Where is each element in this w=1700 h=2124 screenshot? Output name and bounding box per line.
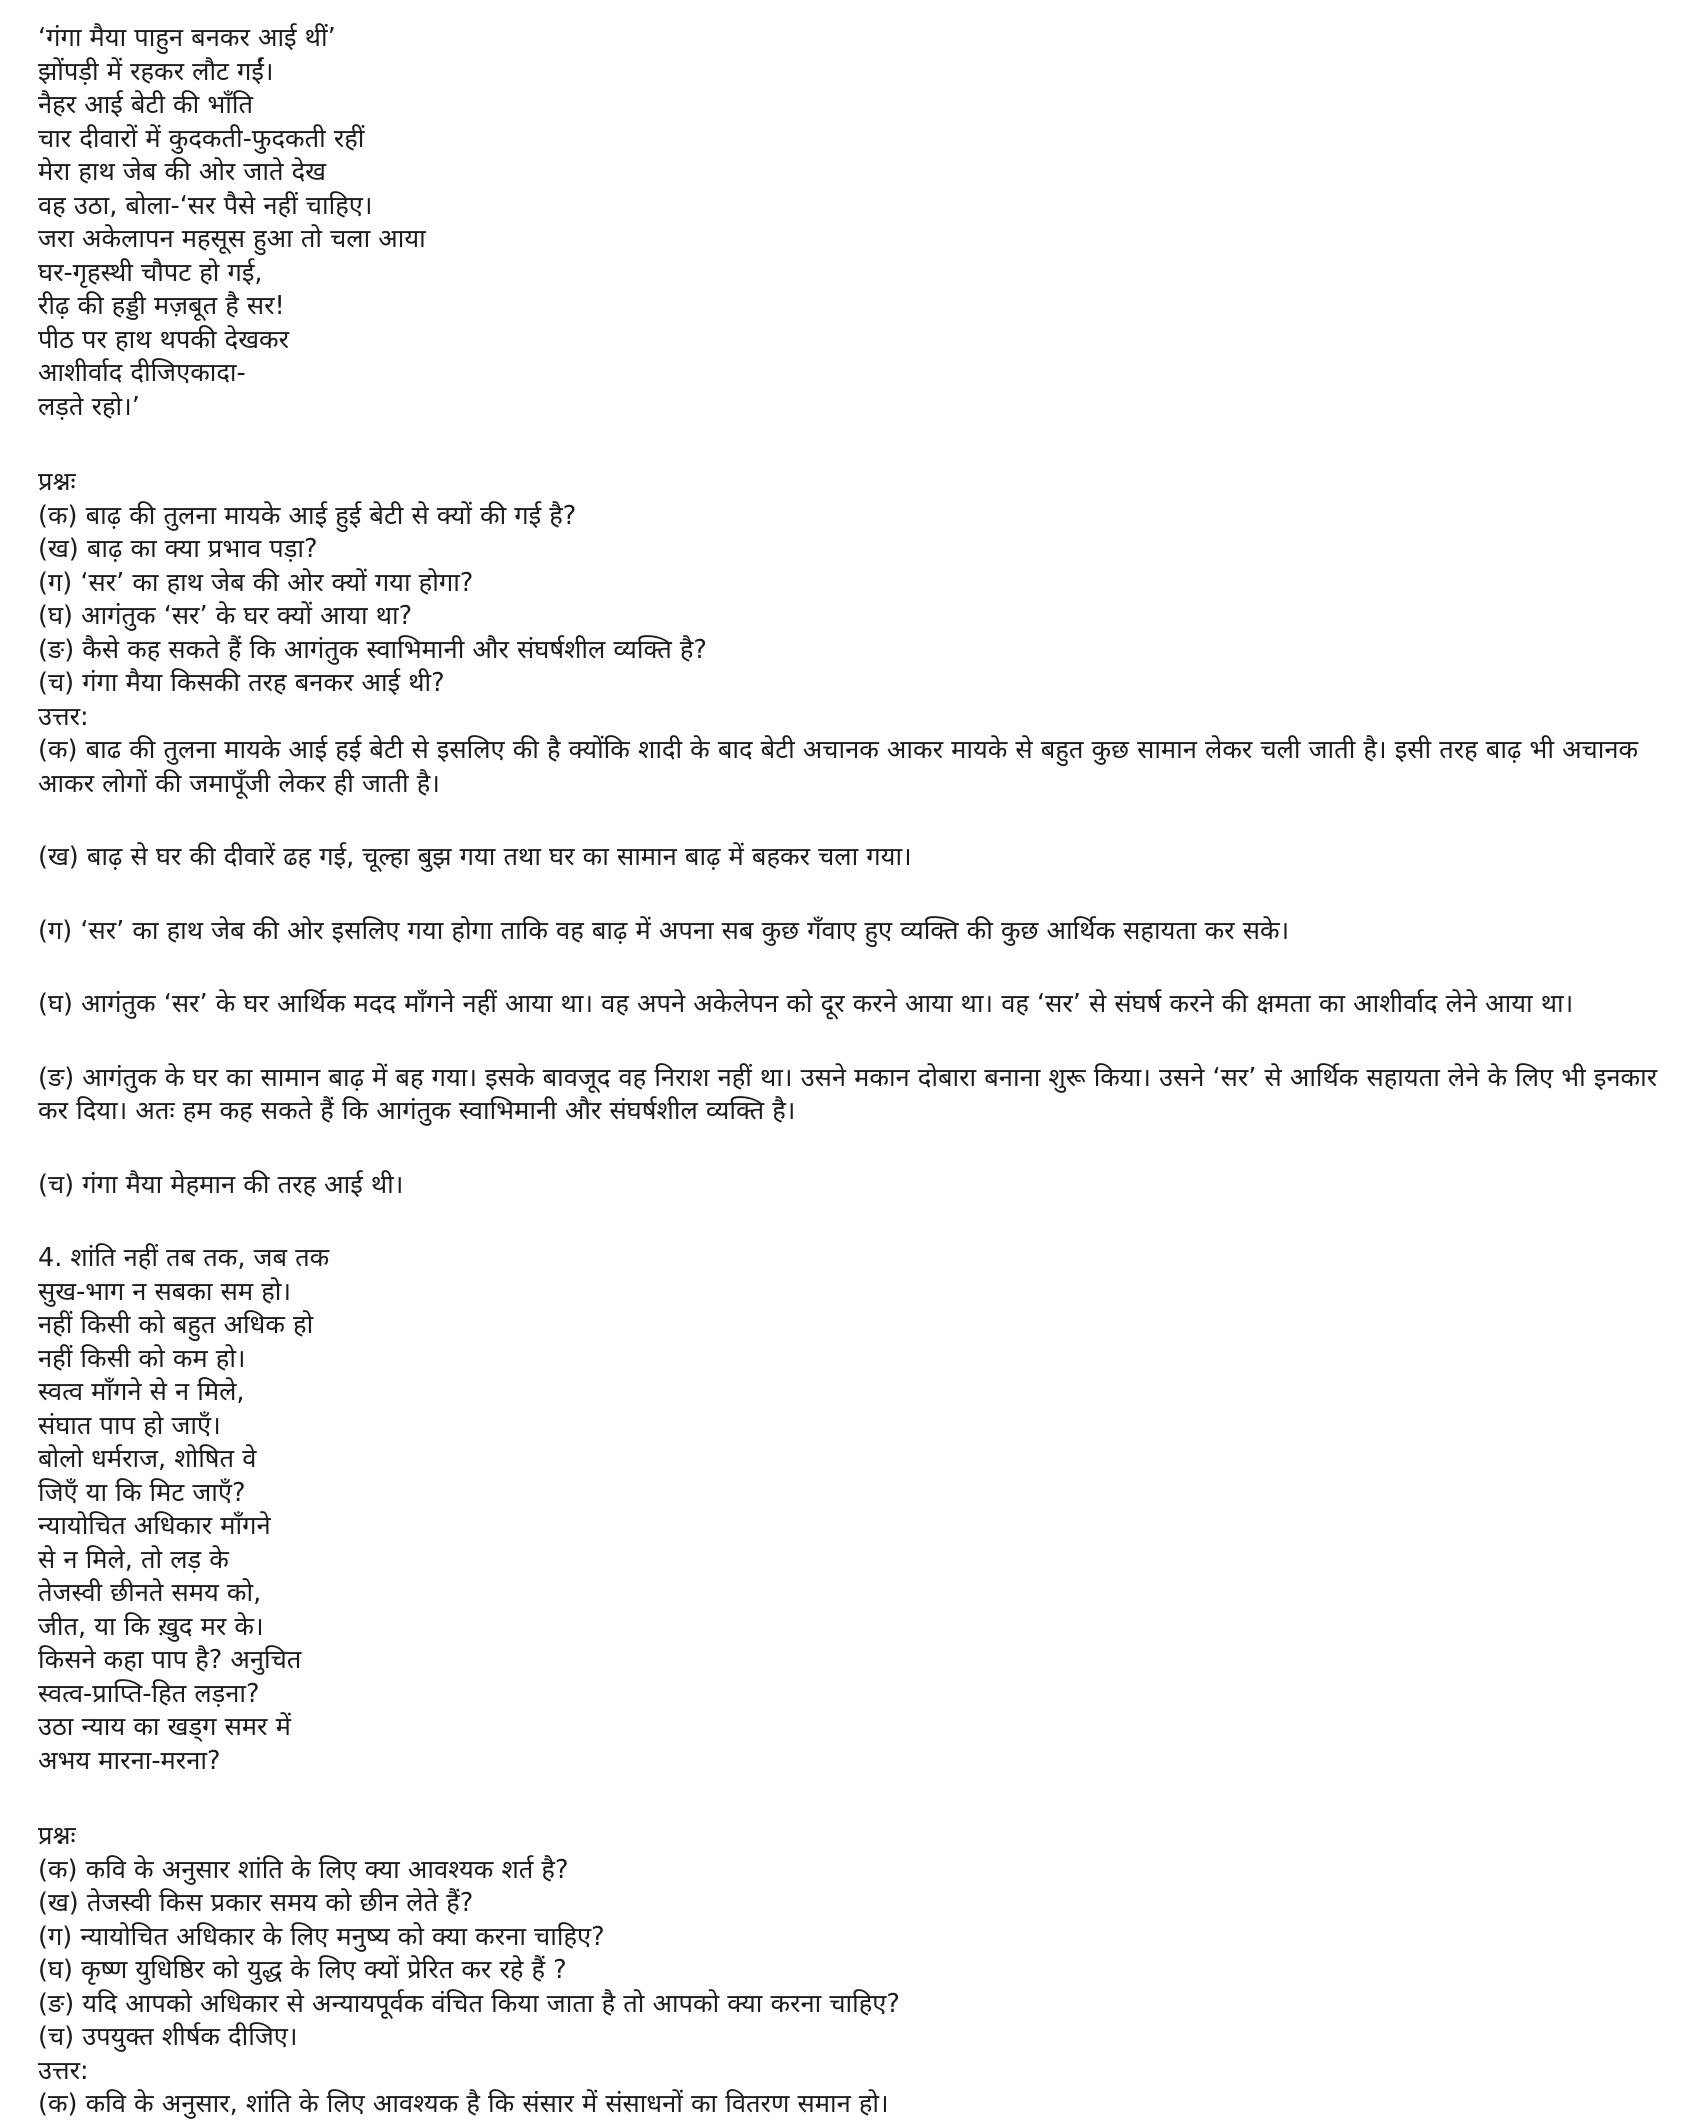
poem-line: जरा अकेलापन महसूस हुआ तो चला आया xyxy=(38,224,426,254)
question-item: (ख) तेजस्वी किस प्रकार समय को छीन लेते हैं? xyxy=(38,1888,474,1918)
answers-heading: उत्तर: xyxy=(38,701,89,732)
spacer xyxy=(38,1022,1668,1062)
spacer xyxy=(38,875,1668,915)
answer-item: (क) कवि के अनुसार, शांति के लिए आवश्यक है कि संसार में संसाधनों का वितरण समान हो। xyxy=(38,2089,889,2119)
question-item: (ङ) कैसे कह सकते हैं कि आगंतुक स्वाभिमानी और संघर्षशील व्यक्ति है? xyxy=(38,634,707,665)
question-item: (क) बाढ़ की तुलना मायके आई हुई बेटी से क्यों की गई है? xyxy=(38,500,577,531)
spacer xyxy=(38,948,1668,988)
question-item: (ग) न्यायोचित अधिकार के लिए मनुष्य को क्या करना चाहिए? xyxy=(38,1921,605,1952)
poem-line: किसने कहा पाप है? अनुचित xyxy=(38,1645,302,1675)
poem-line: न्यायोचित अधिकार माँगने xyxy=(38,1511,271,1541)
answer-item: (च) गंगा मैया मेहमान की तरह आई थी। xyxy=(38,1169,404,1200)
questions-section-1 xyxy=(38,466,1668,701)
poem-line: पीठ पर हाथ थपकी देखकर xyxy=(38,324,290,355)
answers-heading: उत्तर: xyxy=(38,2055,89,2086)
poem-line: स्वत्व माँगने से न मिले, xyxy=(38,1377,245,1407)
poem-line: स्वत्व-प्राप्ति-हित लड़ना? xyxy=(38,1678,260,1709)
question-item: (घ) आगंतुक ‘सर’ के घर क्यों आया था? xyxy=(38,601,413,631)
answers-section-1 xyxy=(38,701,1668,1203)
answer-item: (ख) बाढ़ से घर की दीवारें ढह गई, चूल्हा बुझ गया तथा घर का सामान बाढ़ में बहकर चला गया। xyxy=(38,842,912,872)
question-item: (ख) बाढ़ का क्या प्रभाव पड़ा? xyxy=(38,534,318,564)
poem-line: नैहर आई बेटी की भाँति xyxy=(38,90,254,120)
answer-item: (क) बाढ की तुलना मायके आई हई बेटी से इसलिए की है क्योंकि शादी के बाद बेटी अचानक आकर मायके से बहुत कुछ सामान लेकर चली जाती है। इसी तरह बाढ़ भी अचानक आकर लोगों की जमापूँजी लेकर ही जाती है। xyxy=(38,735,1639,799)
poem-line: नहीं किसी को बहुत अधिक हो xyxy=(38,1310,314,1340)
poem-line: घर-गृहस्थी चौपट हो गई, xyxy=(38,257,263,288)
question-item: (ङ) यदि आपको अधिकार से अन्यायपूर्वक वंचित किया जाता है तो आपको क्या करना चाहिए? xyxy=(38,1988,900,2019)
poem-line: उठा न्याय का खड्ग समर में xyxy=(38,1712,291,1742)
question-item: (च) गंगा मैया किसकी तरह बनकर आई थी? xyxy=(38,668,445,698)
document-page xyxy=(38,22,1668,2122)
questions-heading: प्रश्नः xyxy=(38,467,76,497)
answer-item: (ग) ‘सर’ का हाथ जेब की ओर इसलिए गया होगा ताकि वह बाढ़ में अपना सब कुछ गँवाए हुए व्यक्ति की कुछ आर्थिक सहायता कर सके। xyxy=(38,915,1290,946)
question-item: (ग) ‘सर’ का हाथ जेब की ओर क्यों गया होगा? xyxy=(38,567,474,598)
poem-line: लड़ते रहो।’ xyxy=(38,391,140,422)
question-item: (घ) कृष्ण युधिष्ठिर को युद्ध के लिए क्यों प्रेरित कर रहे हैं ? xyxy=(38,1955,567,1985)
poem-excerpt-2 xyxy=(38,1242,1668,1778)
poem-line: रीढ़ की हड्डी मज़बूत है सर! xyxy=(38,291,285,321)
poem-line: आशीर्वाद दीजिएकादा- xyxy=(38,358,246,388)
answer-item: (ङ) आगंतुक के घर का सामान बाढ़ में बह गया। इसके बावजूद वह निराश नहीं था। उसने मकान दोबारा बनाना शुरू किया। उसने ‘सर’ से आर्थिक सहायता लेने के लिए भी इनकार कर दिया। अतः हम कह सकते हैं कि आगंतुक स्वाभिमानी और संघर्षशील व्यक्ति है। xyxy=(38,1062,1658,1126)
spacer xyxy=(38,1129,1668,1169)
poem-line: 4. शांति नहीं तब तक, जब तक xyxy=(38,1243,330,1273)
answer-item: (घ) आगंतुक ‘सर’ के घर आर्थिक मदद माँगने नहीं आया था। वह अपने अकेलेपन को दूर करने आया था। वह ‘सर’ से संघर्ष करने की क्षमता का आशीर्वाद लेने आया था। xyxy=(38,989,1574,1019)
poem-line: झोंपड़ी में रहकर लौट गईं। xyxy=(38,56,274,87)
poem-line: नहीं किसी को कम हो। xyxy=(38,1343,246,1374)
poem-line: चार दीवारों में कुदकती-फुदकती रहीं xyxy=(38,123,365,154)
poem-line: सुख-भाग न सबका सम हो। xyxy=(38,1276,292,1307)
spacer xyxy=(38,1202,1668,1242)
answers-section-2 xyxy=(38,2055,1668,2122)
questions-section-2 xyxy=(38,1820,1668,2055)
poem-excerpt-1 xyxy=(38,22,1668,424)
spacer xyxy=(38,801,1668,841)
poem-line: जिएँ या कि मिट जाएँ? xyxy=(38,1477,246,1508)
poem-line: वह उठा, बोला-‘सर पैसे नहीं चाहिए। xyxy=(38,190,373,221)
poem-line: ‘गंगा मैया पाहुन बनकर आई थीं’ xyxy=(38,23,336,53)
poem-line: से न मिले, तो लड़ के xyxy=(38,1544,229,1575)
spacer xyxy=(38,1778,1668,1820)
poem-line: बोलो धर्मराज, शोषित वे xyxy=(38,1444,257,1474)
spacer xyxy=(38,424,1668,466)
poem-line: तेजस्वी छीनते समय को, xyxy=(38,1578,262,1608)
poem-line: संघात पाप हो जाएँ। xyxy=(38,1410,221,1441)
poem-line: अभय मारना-मरना? xyxy=(38,1745,221,1776)
question-item: (च) उपयुक्त शीर्षक दीजिए। xyxy=(38,2022,298,2052)
poem-line: मेरा हाथ जेब की ओर जाते देख xyxy=(38,157,327,187)
questions-heading: प्रश्नः xyxy=(38,1821,76,1851)
question-item: (क) कवि के अनुसार शांति के लिए क्या आवश्यक शर्त है? xyxy=(38,1854,569,1885)
poem-line: जीत, या कि ख़ुद मर के। xyxy=(38,1611,264,1642)
